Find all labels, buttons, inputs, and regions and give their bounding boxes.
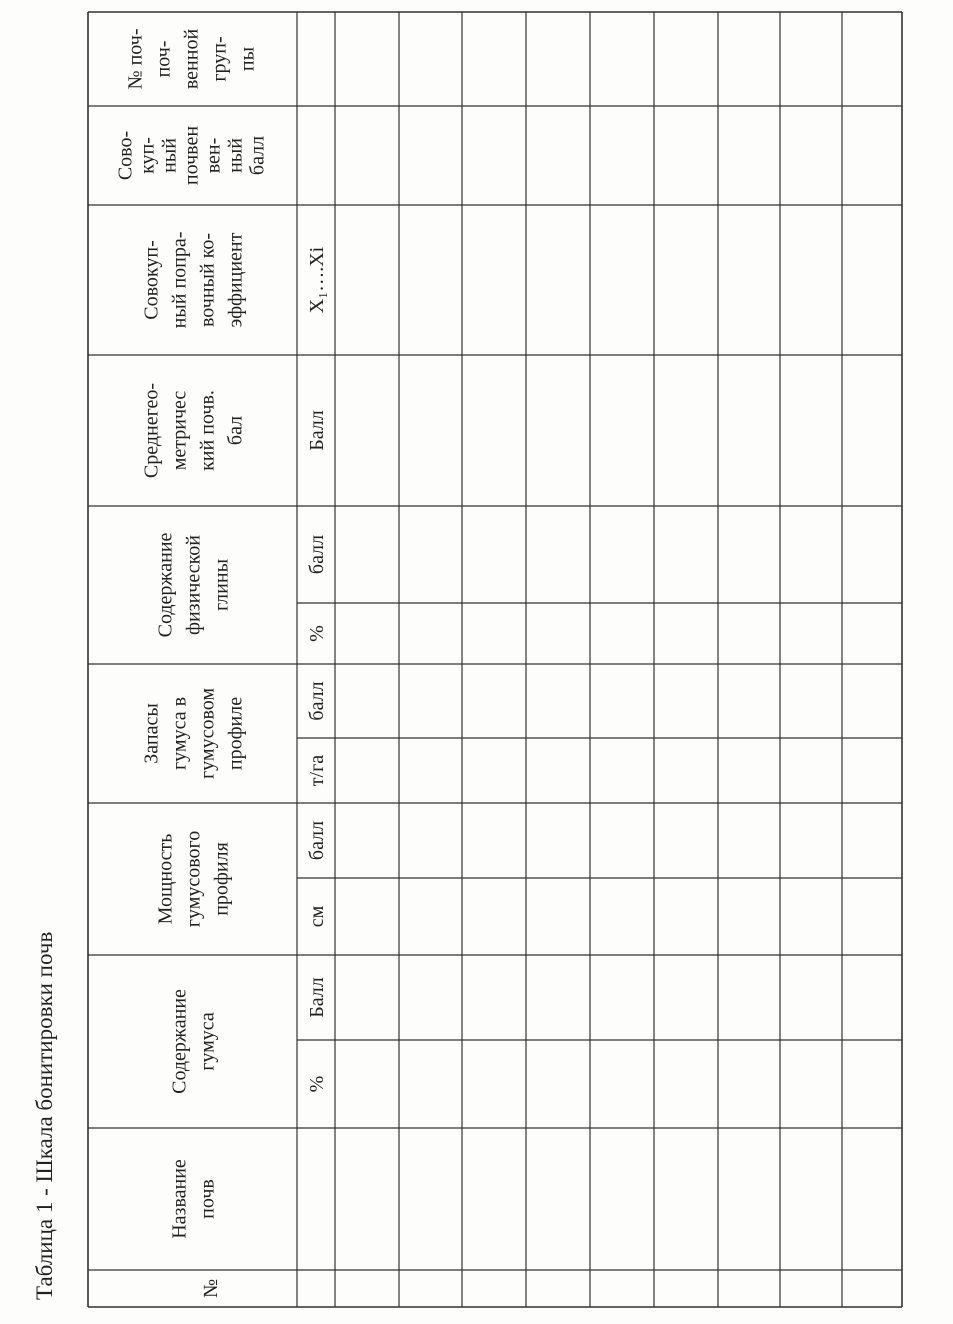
header-total_score-line: балл: [246, 135, 269, 176]
header-humus_reserves-line: гумусовом: [196, 687, 219, 780]
header-correction-line: эффициент: [224, 232, 247, 328]
header-humus_reserves: [141, 688, 247, 779]
header-group-line: поч-: [152, 40, 175, 78]
subheader-correction: [306, 246, 328, 313]
subheader-humus_content-unit-line: %: [306, 1075, 328, 1093]
subheader-humus_reserves-unit-line: т/га: [306, 754, 328, 787]
subheader-humus_depth-score: [306, 821, 328, 860]
header-geomean-line: Среднегео-: [140, 382, 163, 479]
header-correction-line: Совокуп-: [140, 240, 163, 320]
header-humus_reserves-line: гумуса в: [168, 696, 191, 771]
table-grid-lines: [88, 12, 902, 1307]
subheader-clay-score: [306, 535, 328, 574]
subheader-humus_content-unit: [306, 1076, 328, 1093]
subheader-humus_depth-score-line: балл: [306, 820, 328, 861]
header-no: [200, 1279, 222, 1298]
header-humus_depth-line: профиля: [210, 842, 233, 916]
header-group-line: № поч-: [124, 28, 147, 90]
header-total_score-line: почвен: [180, 125, 203, 186]
header-group-line: груп-: [208, 36, 231, 82]
header-total_score-line: ный: [224, 138, 247, 173]
header-total_score: [115, 126, 269, 185]
header-total_score-line: Сово-: [114, 130, 137, 181]
header-correction-line: ный попра-: [168, 231, 191, 329]
header-geomean-line: бал: [224, 415, 247, 446]
subheader-clay-unit-line: %: [306, 625, 328, 642]
header-name: [169, 1159, 219, 1239]
subheader-humus_content-score-line: Балл: [306, 977, 328, 1018]
table-header-texts: [115, 29, 329, 1299]
header-geomean: [141, 383, 247, 478]
subheader-humus_depth-unit-line: см: [306, 905, 328, 928]
subheader-humus_reserves-score: [306, 681, 328, 720]
header-humus_content: [169, 989, 219, 1094]
header-correction-line: вочный ко-: [196, 232, 219, 328]
header-name-line: почв: [196, 1179, 219, 1219]
subheader-humus_reserves-unit: [306, 755, 328, 787]
header-clay-line: физической: [182, 535, 205, 635]
header-humus_content-line: Содержание: [168, 989, 191, 1094]
header-humus_depth-line: Мощность: [154, 833, 177, 925]
header-no-line: №: [200, 1278, 222, 1299]
header-group-line: венной: [180, 28, 203, 90]
header-name-line: Название: [168, 1159, 191, 1239]
subheader-correction-line: X₁….Xi: [306, 246, 328, 314]
table-caption: Таблица 1 - Шкала бонитировки почв: [32, 931, 57, 1300]
header-total_score-line: куп-: [136, 137, 159, 174]
subheader-geomean-line: Балл: [306, 410, 328, 451]
header-total_score-line: ный: [158, 138, 181, 173]
header-group-line: пы: [236, 46, 259, 72]
header-humus_content-line: гумуса: [196, 1012, 219, 1071]
header-clay-line: Содержание: [154, 532, 177, 638]
header-humus_depth: [155, 831, 233, 927]
subheader-clay-score-line: балл: [306, 534, 328, 575]
header-total_score-line: вен-: [202, 137, 225, 174]
header-geomean-line: кий почв.: [196, 390, 219, 471]
header-humus_depth-line: гумусового: [182, 830, 205, 928]
header-clay-line: глины: [210, 558, 233, 612]
subheader-geomean: [306, 410, 328, 451]
subheader-humus_depth-unit: [306, 905, 328, 927]
header-humus_reserves-line: Запасы: [140, 703, 163, 764]
header-group: [125, 29, 259, 90]
header-humus_reserves-line: профиле: [224, 696, 247, 771]
subheader-clay-unit: [306, 625, 328, 642]
header-geomean-line: метричес: [168, 390, 191, 471]
header-correction: [141, 232, 247, 329]
header-clay: [155, 532, 233, 637]
subheader-humus_content-score: [306, 977, 328, 1018]
subheader-humus_reserves-score-line: балл: [306, 681, 328, 721]
